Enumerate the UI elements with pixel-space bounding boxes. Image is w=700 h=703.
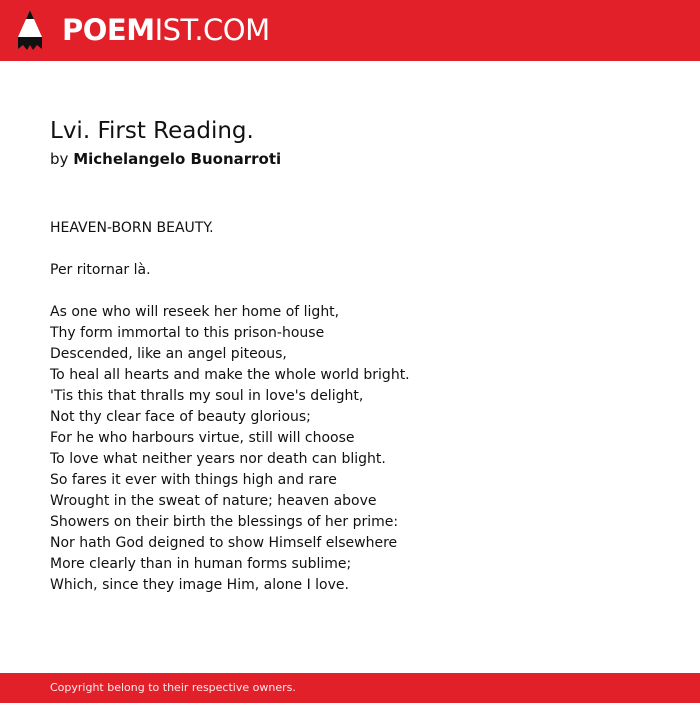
site-header [0, 0, 700, 61]
poem-epigraph: Per ritornar là. [50, 262, 151, 278]
stanza-gap [50, 239, 670, 260]
poem-line: Showers on their birth the blessings of her prime: [50, 514, 399, 530]
poem-line: 'Tis this that thralls my soul in love's delight, [50, 388, 364, 404]
byline [50, 148, 281, 170]
poem-line: Not thy clear face of beauty glorious; [50, 409, 311, 425]
poem-line: Which, since they image Him, alone I love. [50, 577, 349, 593]
poem-line: So fares it ever with things high and rare [50, 472, 337, 488]
pencil-tip-icon[interactable] [17, 9, 43, 51]
poem-line: Nor hath God deigned to show Himself elsewhere [50, 535, 398, 551]
poem-body [50, 218, 670, 596]
poem-heading: HEAVEN-BORN BEAUTY. [50, 220, 214, 236]
site-footer [0, 673, 700, 703]
poem-line: For he who harbours virtue, still will choose [50, 430, 355, 446]
site-logo[interactable] [62, 12, 270, 48]
poem-line: As one who will reseek her home of light, [50, 304, 340, 320]
brand-light: IST.COM [154, 13, 270, 47]
stanza-gap [50, 281, 670, 302]
poem-line: To heal all hearts and make the whole world bright. [50, 367, 410, 383]
poem-line: Descended, like an angel piteous, [50, 346, 287, 362]
brand-bold: POEM [62, 13, 155, 47]
by-label: by [50, 150, 69, 168]
poem-line: Wrought in the sweat of nature; heaven above [50, 493, 377, 509]
poem-line: To love what neither years nor death can blight. [50, 451, 386, 467]
poem-title: Lvi. First Reading. [50, 118, 254, 144]
copyright-text: Copyright belong to their respective owners. [50, 681, 296, 694]
poem-line: Thy form immortal to this prison-house [50, 325, 325, 341]
poem-line: More clearly than in human forms sublime; [50, 556, 352, 572]
author-name: Michelangelo Buonarroti [73, 150, 282, 168]
